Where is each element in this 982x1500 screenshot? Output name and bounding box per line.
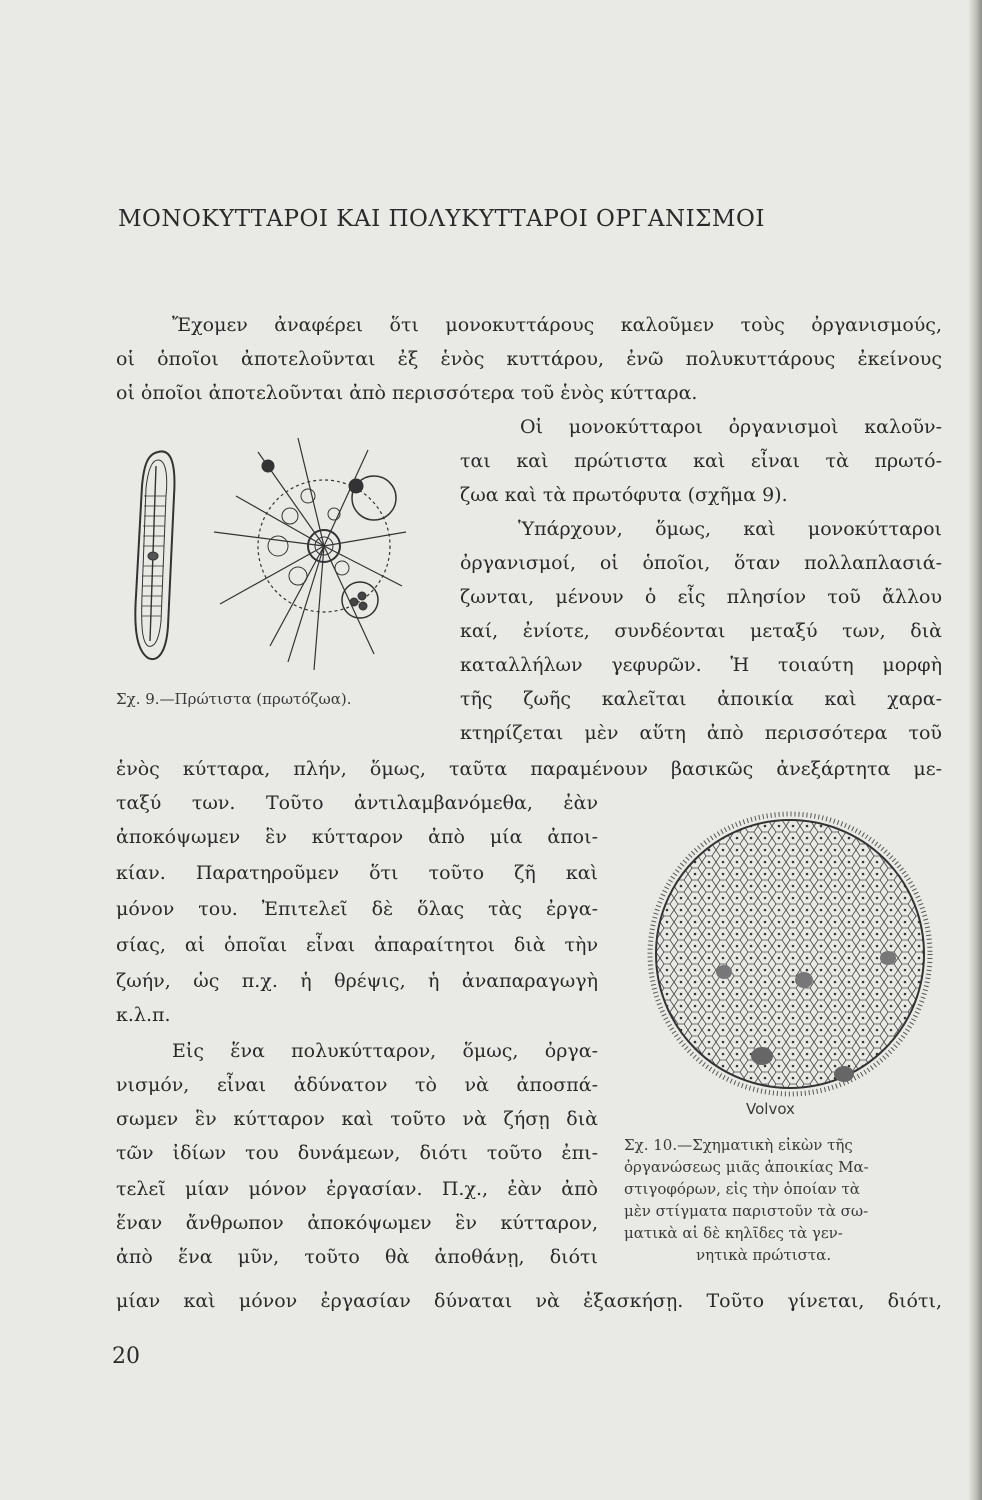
text-line: μίαν καὶ μόνον ἐργασίαν δύναται νὰ ἐξασκήσῃ. Τοῦτο γίνεται, διότι, bbox=[116, 1290, 942, 1312]
text-line: ἀποκόψωμεν ἓν κύτταρον ἀπὸ μία ἀποι- bbox=[116, 826, 598, 848]
text-line: ἑνὸς κύτταρα, πλήν, ὅμως, ταῦτα παραμένουν βασικῶς ἀνεξάρτητα με- bbox=[116, 758, 942, 780]
figure-9-protista-illustration bbox=[128, 436, 408, 686]
text-line: καί, ἐνίοτε, συνδέονται μεταξύ των, διὰ bbox=[460, 620, 942, 642]
text-line: σωμεν ἓν κύτταρον καὶ τοῦτο νὰ ζήσῃ διὰ bbox=[116, 1108, 598, 1130]
text-line: οἱ ὁποῖοι ἀποτελοῦνται ἐξ ἑνὸς κυττάρου, ἐνῶ πολυκυττάρους ἐκείνους bbox=[116, 348, 942, 370]
text-line: κ.λ.π. bbox=[116, 1004, 171, 1026]
text-line: τῶν ἰδίων του δυνάμεων, διότι τοῦτο ἐπι- bbox=[116, 1142, 598, 1164]
text-line: κίαν. Παρατηροῦμεν ὅτι τοῦτο ζῆ καὶ bbox=[116, 862, 598, 884]
figure-9-caption: Σχ. 9.—Πρώτιστα (πρωτόζωα). bbox=[116, 690, 352, 708]
text-line: νισμόν, εἶναι ἀδύνατον τὸ νὰ ἀποσπά- bbox=[116, 1074, 598, 1096]
text-line: καταλλήλων γεφυρῶν. Ἡ τοιαύτη μορφὴ bbox=[460, 654, 942, 676]
text-line: ὀργανισμοί, οἱ ὁποῖοι, ὅταν πολλαπλασιά- bbox=[460, 552, 942, 574]
figure-10-label: Volvox bbox=[746, 1100, 795, 1118]
text-line: ζωα καὶ τὰ πρωτόφυτα (σχῆμα 9). bbox=[460, 484, 788, 506]
text-line: ται καὶ πρώτιστα καὶ εἶναι τὰ πρωτό- bbox=[460, 450, 942, 472]
figure-10-caption-line: νητικὰ πρώτιστα. bbox=[696, 1246, 832, 1264]
radiolarian-drawing bbox=[214, 438, 406, 670]
volvox-colony-drawing bbox=[650, 814, 930, 1094]
text-line: Ὑπάρχουν, ὅμως, καὶ μονοκύτταροι bbox=[518, 518, 942, 540]
figure-10-caption-line: μὲν στίγματα παριστοῦν τὰ σω- bbox=[624, 1202, 869, 1220]
page-number: 20 bbox=[112, 1344, 140, 1369]
text-line: μόνον του. Ἐπιτελεῖ δὲ ὅλας τὰς ἐργα- bbox=[116, 898, 598, 920]
chapter-heading: ΜΟΝΟΚΥΤΤΑΡΟΙ ΚΑΙ ΠΟΛΥΚΥΤΤΑΡΟΙ ΟΡΓΑΝΙΣΜΟΙ bbox=[118, 206, 765, 232]
diatom-drawing bbox=[135, 451, 174, 659]
figure-10-caption-line: στιγοφόρων, εἰς τὴν ὁποίαν τὰ bbox=[624, 1180, 860, 1198]
page-spine-shadow bbox=[968, 0, 982, 1500]
text-line: τελεῖ μίαν μόνον ἐργασίαν. Π.χ., ἐὰν ἀπὸ bbox=[116, 1178, 598, 1200]
text-line: ζωνται, μένουν ὁ εἷς πλησίον τοῦ ἄλλου bbox=[460, 586, 942, 608]
text-line: σίας, αἱ ὁποῖαι εἶναι ἀπαραίτητοι διὰ τὴν bbox=[116, 934, 598, 956]
figure-10-caption-line: ὀργανώσεως μιᾶς ἀποικίας Μα- bbox=[624, 1158, 869, 1176]
text-line: Οἱ μονοκύτταροι ὀργανισμοὶ καλοῦν- bbox=[520, 416, 942, 438]
text-line: Ἔχομεν ἀναφέρει ὅτι μονοκυττάρους καλοῦμεν τοὺς ὀργανισμούς, bbox=[172, 314, 942, 336]
text-line: ἕναν ἄνθρωπον ἀποκόψωμεν ἓν κύτταρον, bbox=[116, 1212, 598, 1234]
text-line: ἀπὸ ἕνα μῦν, τοῦτο θὰ ἀποθάνῃ, διότι bbox=[116, 1246, 598, 1268]
figure-10-caption-line: ματικὰ αἱ δὲ κηλῖδες τὰ γεν- bbox=[624, 1224, 843, 1242]
text-line: ζωήν, ὡς π.χ. ἡ θρέψις, ἡ ἀναπαραγωγὴ bbox=[116, 970, 598, 992]
figure-10-caption-line: Σχ. 10.—Σχηματικὴ εἰκὼν τῆς bbox=[624, 1136, 853, 1154]
text-line: Εἰς ἕνα πολυκύτταρον, ὅμως, ὀργα- bbox=[172, 1040, 598, 1062]
text-line: τῆς ζωῆς καλεῖται ἀποικία καὶ χαρα- bbox=[460, 688, 942, 710]
figure-10-volvox-illustration bbox=[632, 808, 946, 1112]
text-line: κτηρίζεται μὲν αὕτη ἀπὸ περισσότερα τοῦ bbox=[460, 722, 942, 744]
text-line: ταξύ των. Τοῦτο ἀντιλαμβανόμεθα, ἐὰν bbox=[116, 792, 598, 814]
text-line: οἱ ὁποῖοι ἀποτελοῦνται ἀπὸ περισσότερα τοῦ ἑνὸς κύτταρα. bbox=[116, 382, 698, 404]
